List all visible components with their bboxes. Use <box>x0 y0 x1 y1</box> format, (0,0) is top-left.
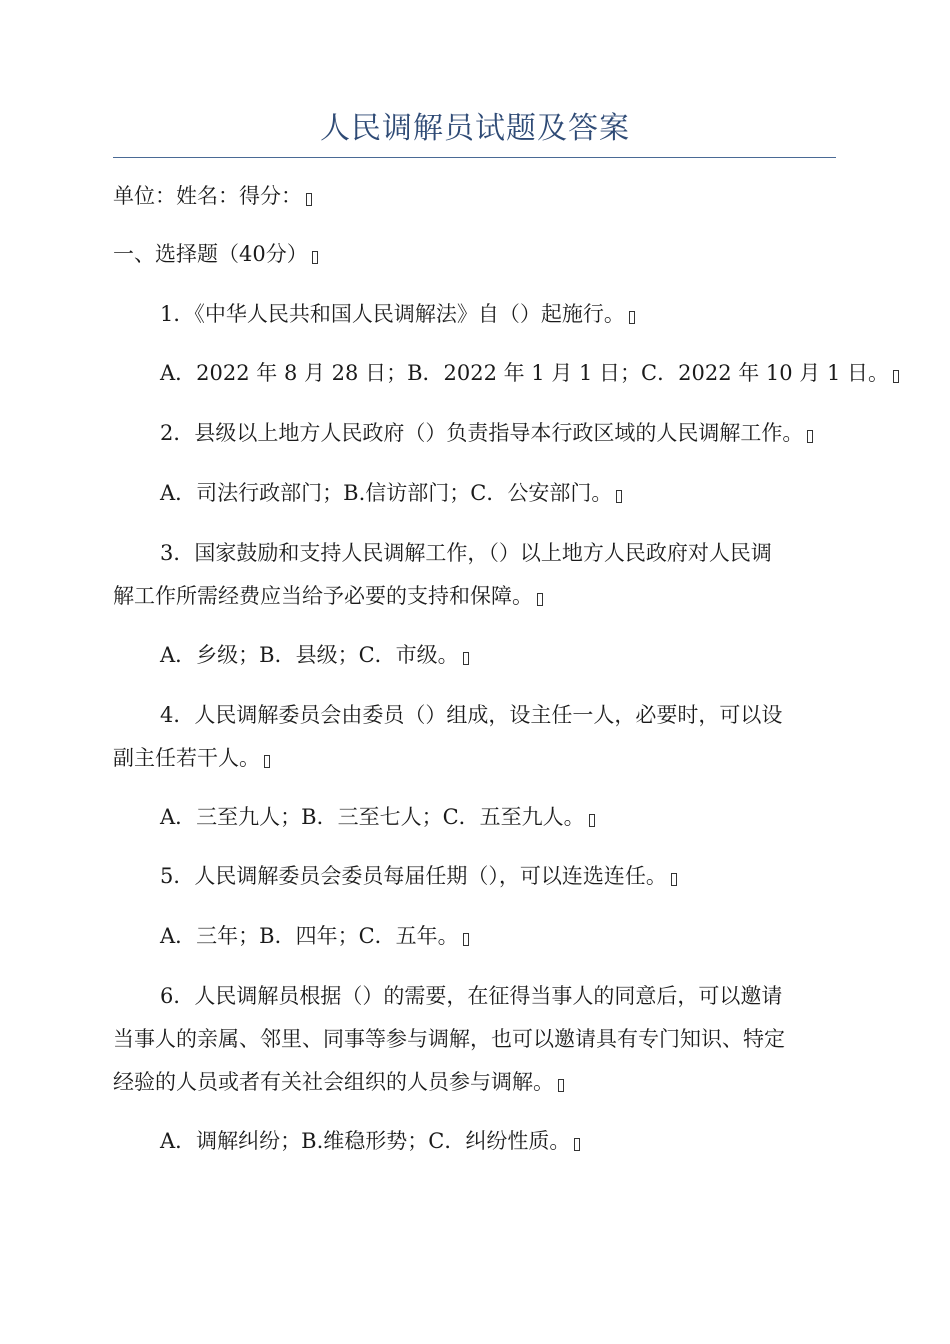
section-heading: 一、选择题（40分） <box>113 240 318 269</box>
question-3-stem-line-2: 解工作所需经费应当给予必要的支持和保障。 <box>113 582 543 611</box>
question-1-options: A．2022 年 8 月 28 日；B．2022 年 1 月 1 日；C．2022 年 10 月 1 日。 <box>160 359 899 388</box>
question-6-options: A．调解纠纷；B.维稳形势；C．纠纷性质。 <box>160 1127 580 1156</box>
header-line: 单位：姓名：得分： <box>113 182 312 211</box>
question-4-stem-line-2: 副主任若干人。 <box>113 744 270 773</box>
title-divider <box>113 157 836 158</box>
question-6-stem-line-3: 经验的人员或者有关社会组织的人员参与调解。 <box>113 1068 564 1097</box>
question-6-stem-line-1: 6．人民调解员根据（）的需要，在征得当事人的同意后，可以邀请 <box>160 984 783 1008</box>
question-6-stem-line-2: 当事人的亲属、邻里、同事等参与调解，也可以邀请具有专门知识、特定 <box>113 1027 785 1051</box>
question-4-stem-line-1: 4．人民调解委员会由委员（）组成，设主任一人，必要时，可以设 <box>160 703 783 727</box>
question-1-stem: 1．《中华人民共和国人民调解法》自（）起施行。 <box>160 300 635 329</box>
question-5-options: A．三年；B．四年；C．五年。 <box>160 922 469 951</box>
question-5-stem: 5．人民调解委员会委员每届任期（），可以连选连任。 <box>160 862 677 891</box>
question-2-stem: 2．县级以上地方人民政府（）负责指导本行政区域的人民调解工作。 <box>160 419 813 448</box>
question-3-options: A．乡级；B．县级；C．市级。 <box>160 641 469 670</box>
question-2-options: A．司法行政部门；B.信访部门；C．公安部门。 <box>160 479 622 508</box>
question-3-stem-line-1: 3．国家鼓励和支持人民调解工作，（）以上地方人民政府对人民调 <box>160 541 772 565</box>
question-4-options: A．三至九人；B．三至七人；C．五至九人。 <box>160 803 595 832</box>
document-title: 人民调解员试题及答案 <box>320 111 630 146</box>
